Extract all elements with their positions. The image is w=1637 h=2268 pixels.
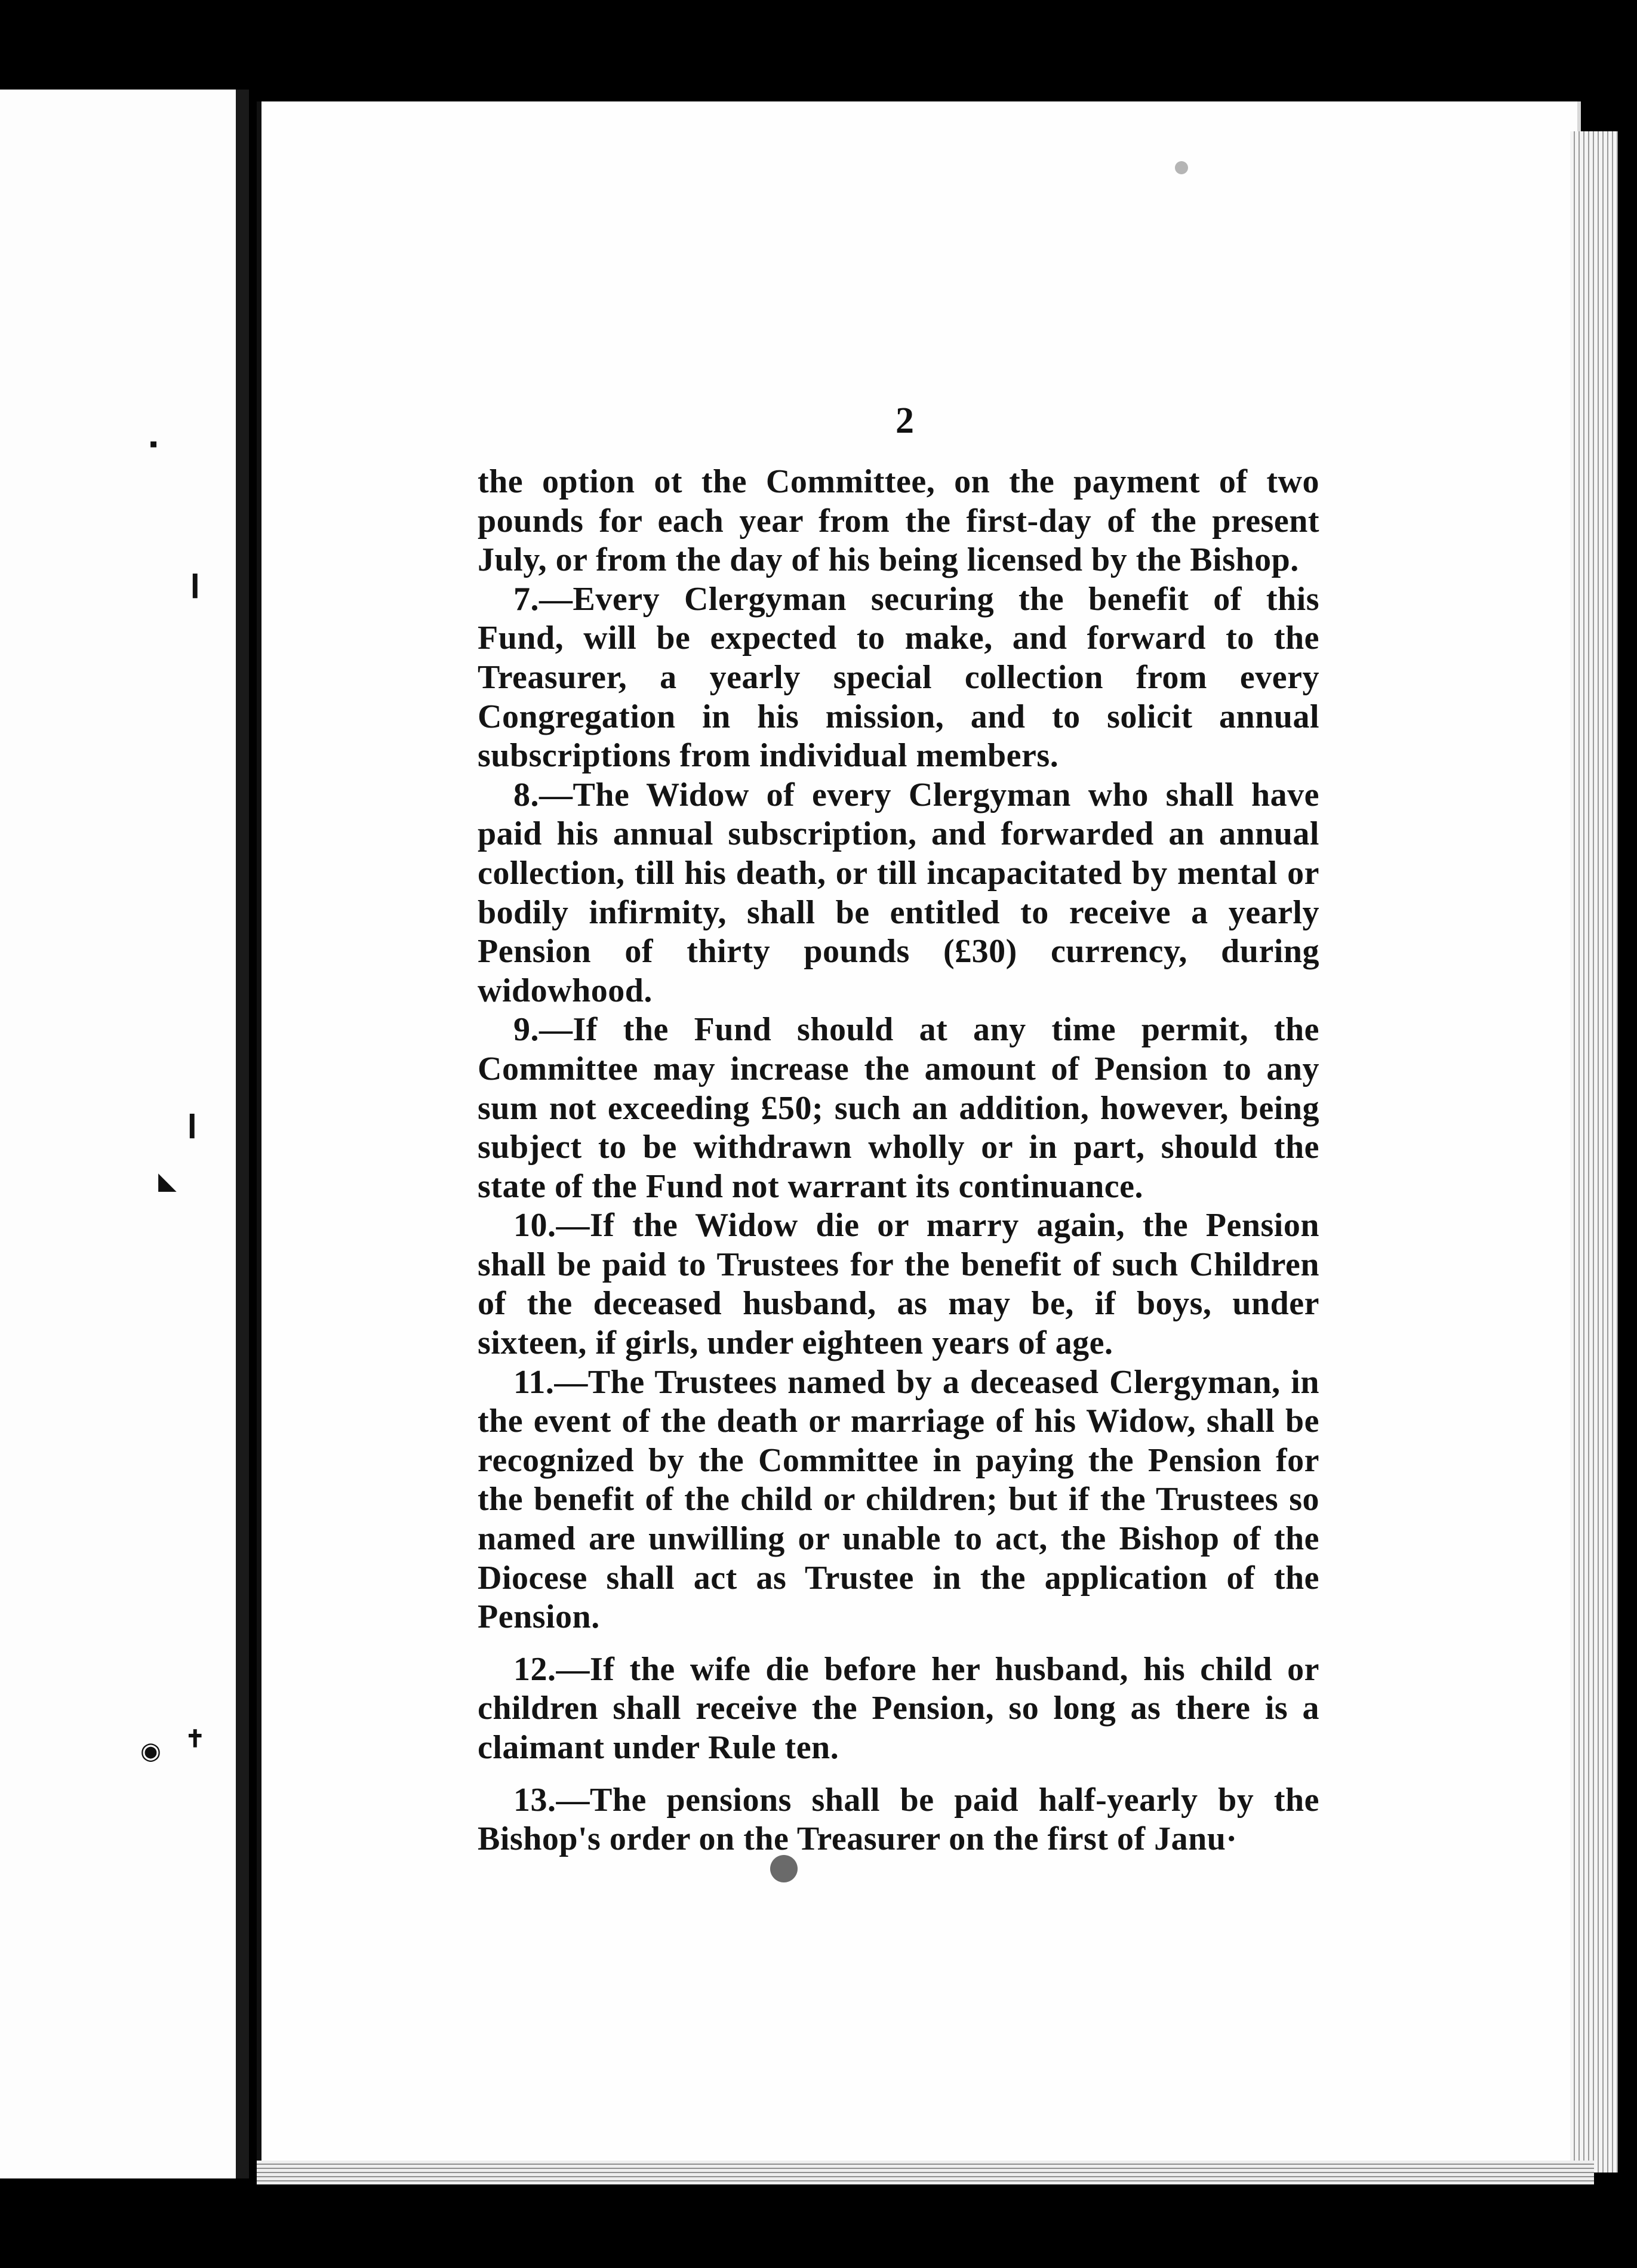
paragraph-rule-9: 9.—If the Fund should at any time permit, the Committee may increase the amount of Pension to any sum not exceeding £50; such an addition, however, being subject to be withdrawn wholly or in part, should the state of the Fund not warrant its continuance. [478,1011,1319,1205]
ink-spot [1175,161,1188,174]
ink-spot [770,1855,798,1882]
binding-mark: ◉ [140,1737,161,1764]
page-body-text [478,463,1319,1859]
paragraph-rule-7: 7.—Every Clergyman securing the benefit of this Fund, will be expected to make, and forward to the Treasurer, a yearly special collection from every Congregation in his mission, and to solicit annual subscriptions from individual members. [478,580,1319,775]
binding-mark: ◣ [158,1167,177,1194]
paragraph-rule-10: 10.—If the Widow die or marry again, the Pension shall be paid to Trustees for the benefit of such Children of the deceased husband, as may be, if boys, under sixteen, if girls, under eighteen years of age. [478,1207,1319,1362]
paragraph-rule-11: 11.—The Trustees named by a deceased Clergyman, in the event of the death or marriage of his Widow, shall be recognized by the Committee in paying the Pension for the benefit of the child or children; but if the Trustees so named are unwilling or unable to act, the Bishop of the Diocese shall act as Trustee in the application of the Pension. [478,1363,1319,1636]
binding-mark: ❙ [185,571,205,597]
paragraph-rule-13: 13.—The pensions shall be paid half-yearly by the Bishop's order on the Treasurer on the first of Janu· [478,1781,1319,1858]
paragraph-continuation: the option ot the Committee, on the payment of two pounds for each year from the first-day of the present July, or from the day of his being licensed by the Bishop. [478,463,1319,579]
paragraph-rule-12: 12.—If the wife die before her husband, his child or children shall receive the Pension, so long as there is a claimant under Rule ten. [478,1650,1319,1766]
binding-mark: ▪ [149,430,158,457]
page-number: 2 [896,400,914,441]
binding-mark: ✝ [185,1725,205,1752]
page-stack-bottom [257,2161,1594,2184]
paragraph-rule-8: 8.—The Widow of every Clergyman who shall have paid his annual subscription, and forwarded an annual collection, till his death, or till incapacitated by mental or bodily infirmity, shall be entitled to receive a yearly Pension of thirty pounds (£30) currency, during widowhood. [478,776,1319,1009]
book-gutter [236,90,249,2178]
previous-page-margin [0,90,239,2178]
binding-mark: ❙ [182,1111,202,1138]
page-stack-edge [1570,131,1618,2173]
